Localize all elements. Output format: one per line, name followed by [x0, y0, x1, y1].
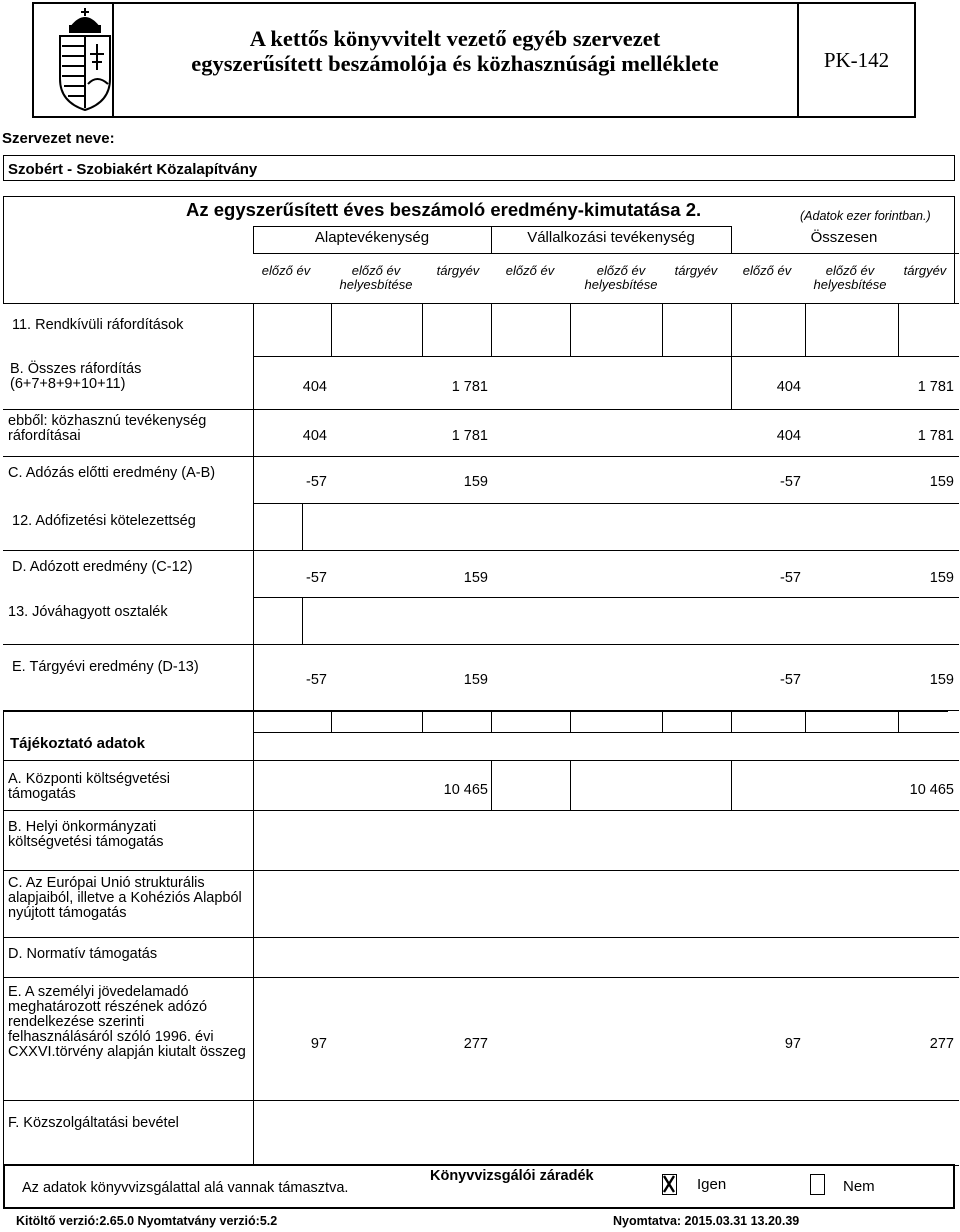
- row-label-tax-liability: 12. Adófizetési kötelezettség: [12, 513, 196, 529]
- org-name-value: Szobért - Szobiakért Közalapítvány: [8, 161, 258, 178]
- coat-of-arms-icon: [50, 4, 120, 112]
- form-title: [114, 26, 796, 76]
- cell-value: 277: [929, 1036, 954, 1052]
- group-header-vallalkozasi: Vállalkozási tevékenység: [527, 229, 695, 246]
- audit-yes-label: Igen: [697, 1176, 727, 1193]
- cell-value: -57: [780, 570, 801, 586]
- cell-value: 404: [302, 428, 327, 444]
- cell-value: 1 781: [451, 428, 488, 444]
- audit-statement: Az adatok könyvvizsgálattal alá vannak támasztva.: [22, 1180, 349, 1196]
- audit-title: Könyvvizsgálói záradék: [430, 1168, 594, 1184]
- cell-value: -57: [306, 570, 327, 586]
- cell-value: 404: [776, 379, 801, 395]
- cell-value: -57: [780, 672, 801, 688]
- footer-printed: Nyomtatva: 2015.03.31 13.20.39: [613, 1214, 800, 1228]
- subcol-correction-3: előző év helyesbítése: [813, 263, 887, 292]
- cell-value: 159: [463, 672, 488, 688]
- row-label-approved-dividend: 13. Jóváhagyott osztalék: [8, 604, 168, 620]
- group-header-alap: Alaptevékenység: [314, 229, 430, 246]
- cell-value: 159: [929, 672, 954, 688]
- subcol-current-year-1: tárgyév: [436, 263, 480, 278]
- form-title-line2: egyszerűsített beszámolója és közhasznúsági melléklete: [191, 51, 719, 76]
- subcol-prev-year-2: előző év: [505, 263, 555, 278]
- info-section-title: Tájékoztató adatok: [10, 735, 146, 752]
- cell-value: 159: [929, 570, 954, 586]
- row-label-extra-expenses: 11. Rendkívüli ráfordítások: [12, 317, 184, 333]
- cell-value: 1 781: [451, 379, 488, 395]
- info-label-eu-support: C. Az Európai Unió strukturális alapjaiból, illetve a Kohéziós Alapból nyújtott támogatás: [8, 875, 242, 921]
- row-label-public-benefit-expenses: ebből: közhasznú tevékenység ráfordításai: [8, 413, 207, 444]
- cell-value: 1 781: [917, 379, 954, 395]
- row-label-taxed-result: D. Adózott eredmény (C-12): [12, 559, 193, 575]
- info-label-central-support: A. Központi költségvetési támogatás: [8, 771, 171, 802]
- footer-version: Kitöltő verzió:2.65.0 Nyomtatvány verzió:5.2: [16, 1214, 278, 1228]
- row-label-current-year-result: E. Tárgyévi eredmény (D-13): [12, 659, 199, 675]
- cell-value: 159: [463, 570, 488, 586]
- info-label-personal-income-tax: E. A személyi jövedelamadó meghatározott részének adózó rendelkezése szerinti felhasználásáról szóló 1996. évi CXXVI.törvény alapján kiutalt összeg: [8, 984, 246, 1060]
- audit-no-label: Nem: [843, 1178, 875, 1195]
- cell-value: -57: [306, 672, 327, 688]
- subcol-correction-1: előző év helyesbítése: [339, 263, 413, 292]
- cell-value: 404: [776, 428, 801, 444]
- subcol-current-year-3: tárgyév: [903, 263, 947, 278]
- cell-value: -57: [780, 474, 801, 490]
- row-label-total-expenses: B. Összes ráfordítás (6+7+8+9+10+11): [10, 361, 142, 392]
- row-label-pretax-result: C. Adózás előtti eredmény (A-B): [8, 465, 216, 481]
- cell-value: 97: [310, 1036, 327, 1052]
- cell-value: -57: [306, 474, 327, 490]
- audit-yes-checkbox[interactable]: [662, 1174, 677, 1195]
- subcol-prev-year-3: előző év: [742, 263, 792, 278]
- form-title-line1: A kettős könyvvitelt vezető egyéb szervezet: [249, 26, 661, 51]
- cell-value: 10 465: [909, 782, 954, 798]
- subcol-correction-2: előző év helyesbítése: [584, 263, 658, 292]
- cell-value: 277: [463, 1036, 488, 1052]
- info-label-local-support: B. Helyi önkormányzati költségvetési támogatás: [8, 819, 164, 850]
- org-name-label: Szervezet neve:: [2, 130, 115, 147]
- cell-value: 1 781: [917, 428, 954, 444]
- info-label-normative-support: D. Normatív támogatás: [8, 946, 158, 962]
- group-header-osszesen: Összesen: [810, 229, 878, 246]
- subcol-current-year-2: tárgyév: [674, 263, 718, 278]
- info-label-public-service-revenue: F. Közszolgáltatási bevétel: [8, 1115, 179, 1131]
- x-mark-icon: [663, 1175, 675, 1193]
- subcol-prev-year-1: előző év: [261, 263, 311, 278]
- cell-value: 10 465: [443, 782, 488, 798]
- cell-value: 159: [463, 474, 488, 490]
- cell-value: 159: [929, 474, 954, 490]
- cell-value: 404: [302, 379, 327, 395]
- section-title: Az egyszerűsített éves beszámoló eredmény-kimutatása 2.: [186, 199, 702, 220]
- unit-note: (Adatok ezer forintban.): [800, 209, 931, 223]
- audit-no-checkbox[interactable]: [810, 1174, 825, 1195]
- cell-value: 97: [784, 1036, 801, 1052]
- form-code: PK-142: [823, 48, 890, 72]
